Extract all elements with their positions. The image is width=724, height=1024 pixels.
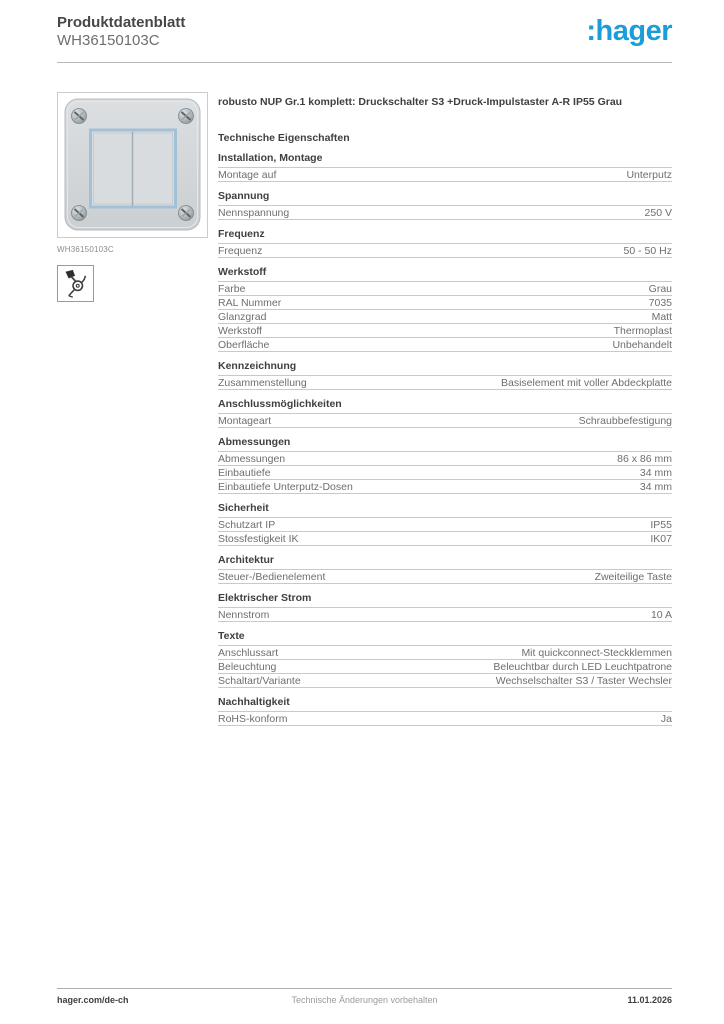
spec-row	[218, 414, 672, 428]
tech-properties-subtitle: Technische Eigenschaften	[218, 132, 350, 144]
spec-section	[218, 555, 672, 584]
product-image-caption: WH36150103C	[57, 245, 114, 254]
spec-value: 50 - 50 Hz	[623, 244, 672, 257]
spec-label: Beleuchtung	[218, 660, 277, 673]
spec-row	[218, 480, 672, 494]
mounting-icon-box	[57, 265, 94, 302]
spec-sections	[218, 153, 672, 726]
spec-label: Abmessungen	[218, 452, 286, 465]
spec-label: Nennspannung	[218, 206, 290, 219]
spec-label: Frequenz	[218, 244, 263, 257]
footer-website-link[interactable]: hager.com/de-ch	[57, 995, 129, 1005]
spec-row	[218, 282, 672, 296]
spec-value: Thermoplast	[613, 324, 672, 337]
spec-label: Montageart	[218, 414, 272, 427]
spec-label: Farbe	[218, 282, 246, 295]
spec-value: 7035	[648, 296, 672, 309]
doc-type-title: Produktdatenblatt	[57, 14, 186, 31]
spec-section	[218, 593, 672, 622]
spec-row	[218, 570, 672, 584]
spec-row	[218, 452, 672, 466]
spec-label: Montage auf	[218, 168, 277, 181]
spec-value: Grau	[648, 282, 672, 295]
spec-label: RoHS-konform	[218, 712, 288, 725]
footer-date: 11.01.2026	[627, 995, 672, 1005]
spec-section	[218, 503, 672, 546]
spec-row	[218, 660, 672, 674]
spec-label: Einbautiefe Unterputz-Dosen	[218, 480, 353, 493]
spec-value: Beleuchtbar durch LED Leuchtpatrone	[493, 660, 672, 673]
spec-label: Oberfläche	[218, 338, 270, 351]
spec-value: Matt	[651, 310, 672, 323]
spec-row	[218, 608, 672, 622]
spec-section	[218, 361, 672, 390]
spec-value: Unterputz	[626, 168, 672, 181]
spec-label: Nennstrom	[218, 608, 270, 621]
section-heading: Abmessungen	[218, 437, 672, 452]
spec-value: IK07	[650, 532, 672, 545]
spec-value: 86 x 86 mm	[617, 452, 672, 465]
spec-value: IP55	[650, 518, 672, 531]
spec-row	[218, 466, 672, 480]
spec-label: Einbautiefe	[218, 466, 271, 479]
spec-row	[218, 674, 672, 688]
header	[57, 14, 672, 50]
spec-label: Werkstoff	[218, 324, 262, 337]
spec-row	[218, 518, 672, 532]
spec-label: Anschlussart	[218, 646, 279, 659]
spec-row	[218, 168, 672, 182]
header-titles	[57, 14, 185, 50]
spec-row	[218, 206, 672, 220]
section-heading: Elektrischer Strom	[218, 593, 672, 608]
spec-section	[218, 267, 672, 352]
section-heading: Sicherheit	[218, 503, 672, 518]
switch-product-illustration	[58, 93, 207, 237]
section-heading: Architektur	[218, 555, 672, 570]
spec-value: 34 mm	[639, 466, 672, 479]
spec-section	[218, 229, 672, 258]
spec-value: Zweiteilige Taste	[594, 570, 672, 583]
spec-label: Schaltart/Variante	[218, 674, 301, 687]
spec-section	[218, 697, 672, 726]
spec-label: Schutzart IP	[218, 518, 276, 531]
spec-value: Unbehandelt	[612, 338, 672, 351]
spec-value: Basiselement mit voller Abdeckplatte	[501, 376, 672, 389]
footer-notice: Technische Änderungen vorbehalten	[291, 995, 438, 1005]
spec-value: Wechselschalter S3 / Taster Wechsler	[495, 674, 672, 687]
spec-label: RAL Nummer	[218, 296, 282, 309]
section-heading: Anschlussmöglichkeiten	[218, 399, 672, 414]
spec-label: Stossfestigkeit IK	[218, 532, 299, 545]
spec-row	[218, 338, 672, 352]
product-panel	[57, 92, 209, 302]
screw-mounting-icon	[61, 269, 90, 298]
spec-section	[218, 437, 672, 494]
spec-value: 10 A	[650, 608, 672, 621]
spec-section	[218, 399, 672, 428]
spec-row	[218, 310, 672, 324]
screw-bottom-left	[72, 206, 87, 221]
section-heading: Frequenz	[218, 229, 672, 244]
header-divider	[57, 62, 672, 63]
section-heading: Werkstoff	[218, 267, 672, 282]
spec-content	[218, 97, 672, 726]
spec-label: Glanzgrad	[218, 310, 267, 323]
section-heading: Spannung	[218, 191, 672, 206]
spec-value: Mit quickconnect-Steckklemmen	[521, 646, 672, 659]
spec-row	[218, 376, 672, 390]
screw-top-left	[72, 109, 87, 124]
spec-section	[218, 631, 672, 688]
screw-top-right	[179, 109, 194, 124]
spec-row	[218, 296, 672, 310]
screw-bottom-right	[179, 206, 194, 221]
spec-value: Schraubbefestigung	[578, 414, 672, 427]
spec-label: Zusammenstellung	[218, 376, 307, 389]
spec-value: 250 V	[644, 206, 672, 219]
section-heading: Kennzeichnung	[218, 361, 672, 376]
header-product-code: WH36150103C	[57, 32, 160, 49]
section-heading: Texte	[218, 631, 672, 646]
spec-row	[218, 324, 672, 338]
spec-section	[218, 153, 672, 182]
section-heading: Installation, Montage	[218, 153, 672, 168]
spec-value: 34 mm	[639, 480, 672, 493]
footer	[57, 988, 672, 1005]
spec-row	[218, 712, 672, 726]
product-image	[57, 92, 208, 238]
spec-row	[218, 532, 672, 546]
spec-section	[218, 191, 672, 220]
product-title: robusto NUP Gr.1 komplett: Druckschalter S3 +Druck-Impulstaster A-R IP55 Grau	[218, 96, 623, 108]
spec-row	[218, 646, 672, 660]
spec-label: Steuer-/Bedienelement	[218, 570, 326, 583]
spec-value: Ja	[660, 712, 672, 725]
section-heading: Nachhaltigkeit	[218, 697, 672, 712]
spec-row	[218, 244, 672, 258]
hager-logo: :hager	[586, 15, 672, 47]
